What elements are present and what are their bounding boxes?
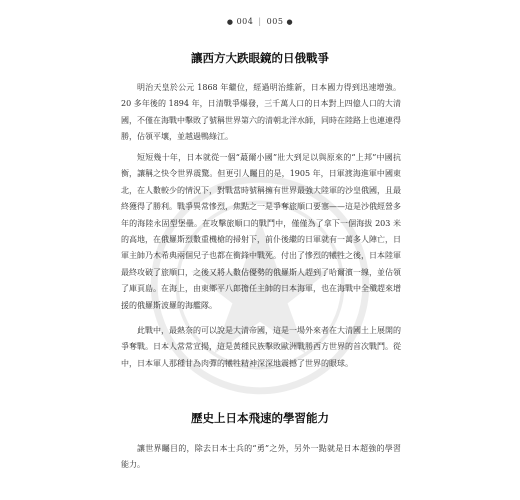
bullet-right: ● [286,18,294,26]
page-number-left: 004 [236,17,254,26]
section-title-russo-japanese-war: 讓西方大跌眼鏡的日俄戰爭 [191,51,329,65]
paragraph-qing-aftermath: 此戰中，最熱奈的可以說是大清帝國，這是一場外來者在大清國土上展開的爭奪戰。日本人常常宣揚，這是黃種民族擊敗歐洲戰勝西方世界的首次戰鬥。從中，日本軍人那種甘為肉彈的犧牲精神深深地震撼了世界的眼球。 [121,326,401,368]
page-header [0,17,520,26]
bullet-left: ● [226,18,234,26]
page-number-right: 005 [266,17,284,26]
page-number-separator: | [258,17,262,26]
paragraph-meiji: 明治天皇於公元 1868 年繼位，經過明治維新，日本國力得到迅速增強。20 多年後的 1894 年，日清戰爭爆發，三千萬人口的日本對上四億人口的大清國，不僅在海戰中擊敗了號稱世界第六的清朝北洋水師，同時在陸路上也連連得勝，佔領平壤，並越過鴨綠江。 [121,83,401,142]
paragraph-learning-ability: 讓世界矚目的，除去日本士兵的“勇”之外，另外一點就是日本超強的學習能力。 [121,444,401,470]
paragraph-russo-japanese-war: 短短幾十年，日本就從一個“蕞爾小國”壯大到足以與原來的“上邦”中國抗衡，讓稱之快令世界震驚。但更引人矚目的是，1905 年，日軍渡海進軍中國東北，在人數較少的情況下，對戰當時號稱擁有世界最強大陸軍的沙皇俄國，且最終獲得了勝利。戰爭異常慘烈，焦點之一是爭奪旅順口要塞——這是沙俄經營多年的海陸永固型堡壘。在攻擊旅順口的戰鬥中，僅僅為了拿下一個海拔 203 米的高地，在俄羅斯烈數重機槍的掃射下，前仆後繼的日軍就有一萬多人陣亡，日軍主帥乃木希典兩個兒子也都在衝鋒中戰死。付出了慘烈的犧牲之後，日本陸軍最終攻破了旅順口，之後又將人數佔優勢的俄羅斯人趕到了哈爾濱一線，並佔領了庫頁島。在海上，由東鄉平八郎擔任主帥的日本海軍，也在海戰中全殲趕來增援的俄羅斯波羅的海艦隊。 [121,153,401,310]
section-title-learning-ability: 歷史上日本飛速的學習能力 [191,411,329,425]
